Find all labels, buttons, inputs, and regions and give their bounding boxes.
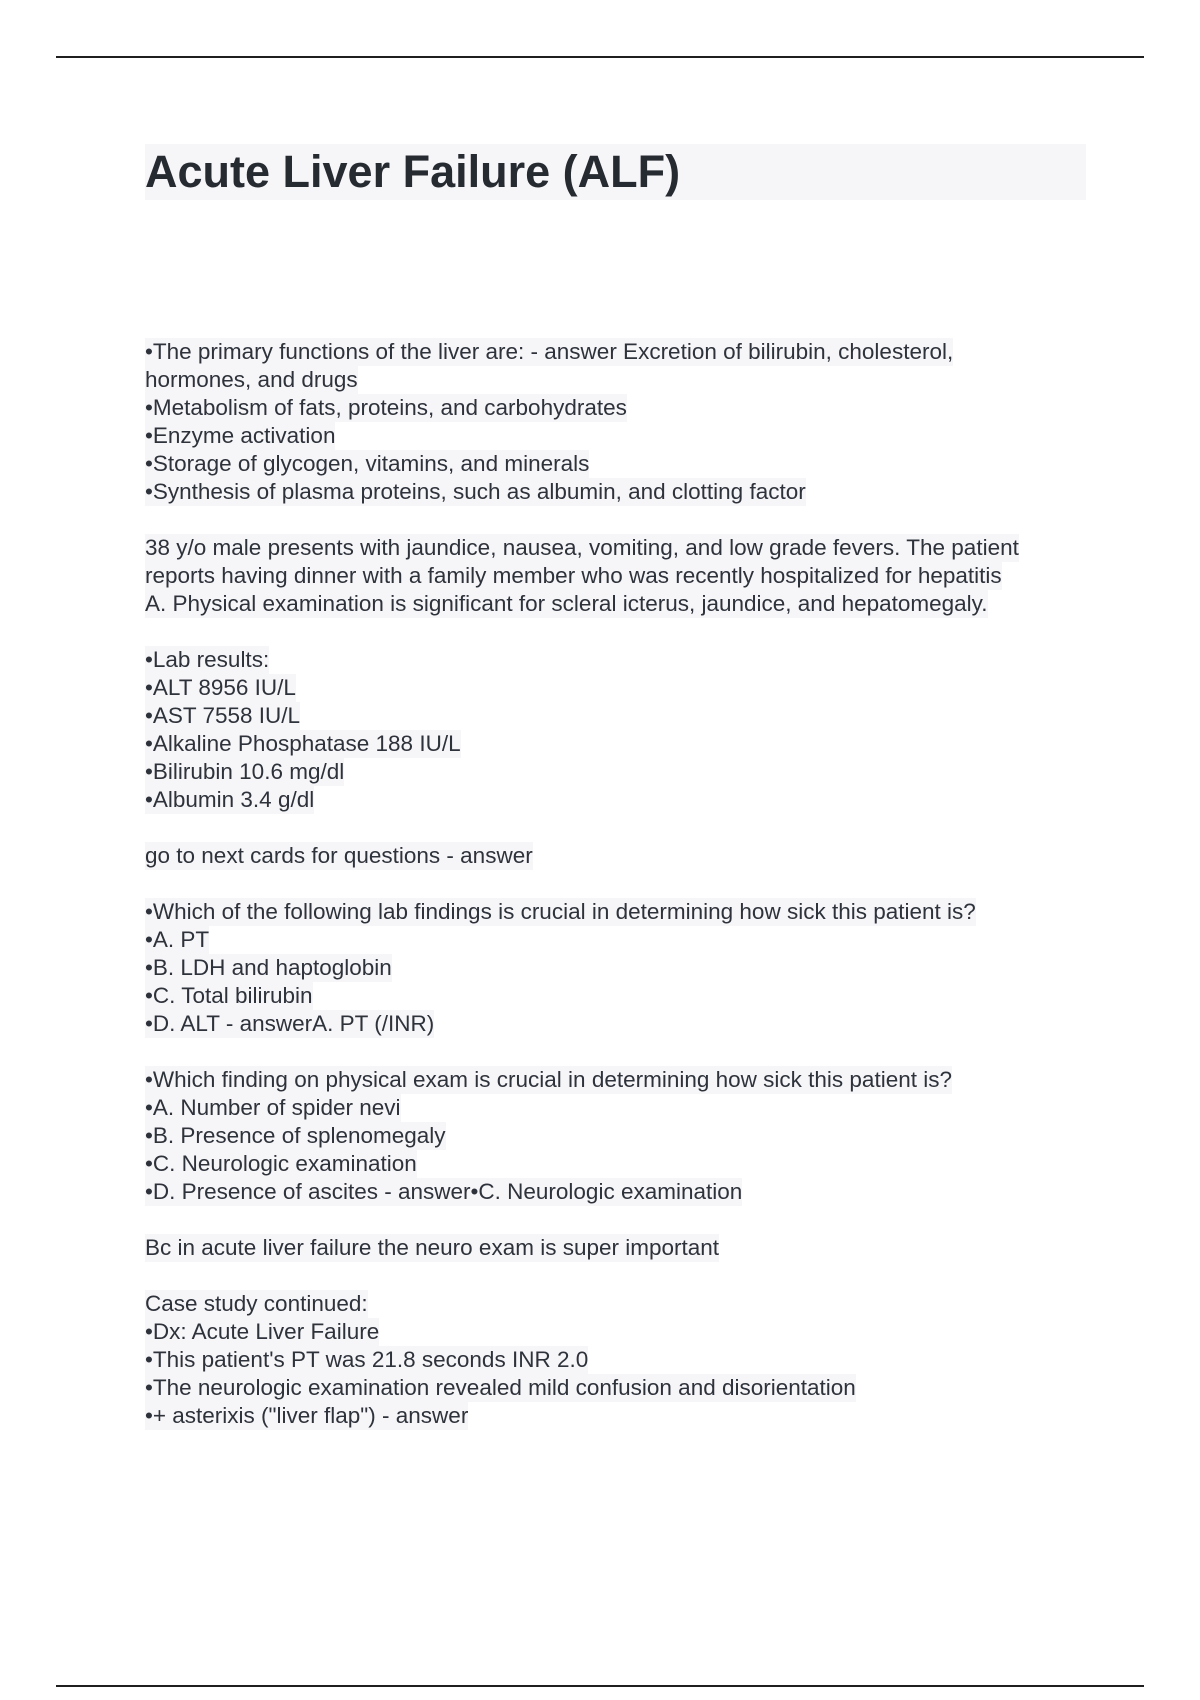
text-line: •Bilirubin 10.6 mg/dl [145,759,345,784]
text-line: A. Physical examination is significant for scleral icterus, jaundice, and hepatomegaly. [145,591,988,616]
text-line: •Synthesis of plasma proteins, such as albumin, and clotting factor [145,479,806,504]
text-line: 38 y/o male presents with jaundice, nausea, vomiting, and low grade fevers. The patient [145,535,1019,560]
text-line: •Metabolism of fats, proteins, and carbohydrates [145,395,627,420]
neuro-note-block [145,1234,1090,1262]
text-line: •D. Presence of ascites - answer•C. Neurologic examination [145,1179,743,1204]
liver-functions-block [145,338,1090,506]
text-line: •This patient's PT was 21.8 seconds INR 2.0 [145,1347,589,1372]
text-line: •B. Presence of splenomegaly [145,1123,446,1148]
top-rule [56,56,1144,58]
case-presentation-block [145,534,1090,618]
text-line: •C. Total bilirubin [145,983,313,1008]
text-line: •Alkaline Phosphatase 188 IU/L [145,731,461,756]
text-line: go to next cards for questions - answer [145,843,533,868]
text-line: •A. Number of spider nevi [145,1095,401,1120]
text-line: •AST 7558 IU/L [145,703,301,728]
text-line: Bc in acute liver failure the neuro exam is super important [145,1235,720,1260]
case-continued-block [145,1290,1090,1430]
text-line: •Enzyme activation [145,423,336,448]
text-line: •Storage of glycogen, vitamins, and minerals [145,451,590,476]
text-line: •Which finding on physical exam is crucial in determining how sick this patient is? [145,1067,952,1092]
text-line: •+ asterixis ("liver flap") - answer [145,1403,469,1428]
page-title: Acute Liver Failure (ALF) [145,146,681,197]
exam-question-block [145,1066,1090,1206]
text-line: Case study continued: [145,1291,368,1316]
bottom-rule [56,1685,1144,1687]
text-line: •Which of the following lab findings is crucial in determining how sick this patient is? [145,899,976,924]
text-line: reports having dinner with a family member who was recently hospitalized for hepatitis [145,563,1002,588]
text-line: •The neurologic examination revealed mild confusion and disorientation [145,1375,856,1400]
text-line: •A. PT [145,927,210,952]
text-line: •Lab results: [145,647,270,672]
text-line: hormones, and drugs [145,367,358,392]
text-line: •D. ALT - answerA. PT (/INR) [145,1011,435,1036]
text-line: •C. Neurologic examination [145,1151,417,1176]
document-body [145,338,1090,1458]
text-line: •Albumin 3.4 g/dl [145,787,315,812]
text-line: •Dx: Acute Liver Failure [145,1319,380,1344]
next-cards-block [145,842,1090,870]
text-line: •The primary functions of the liver are: - answer Excretion of bilirubin, cholesterol, [145,339,954,364]
text-line: •B. LDH and haptoglobin [145,955,392,980]
text-line: •ALT 8956 IU/L [145,675,296,700]
lab-results-block [145,646,1090,814]
lab-question-block [145,898,1090,1038]
